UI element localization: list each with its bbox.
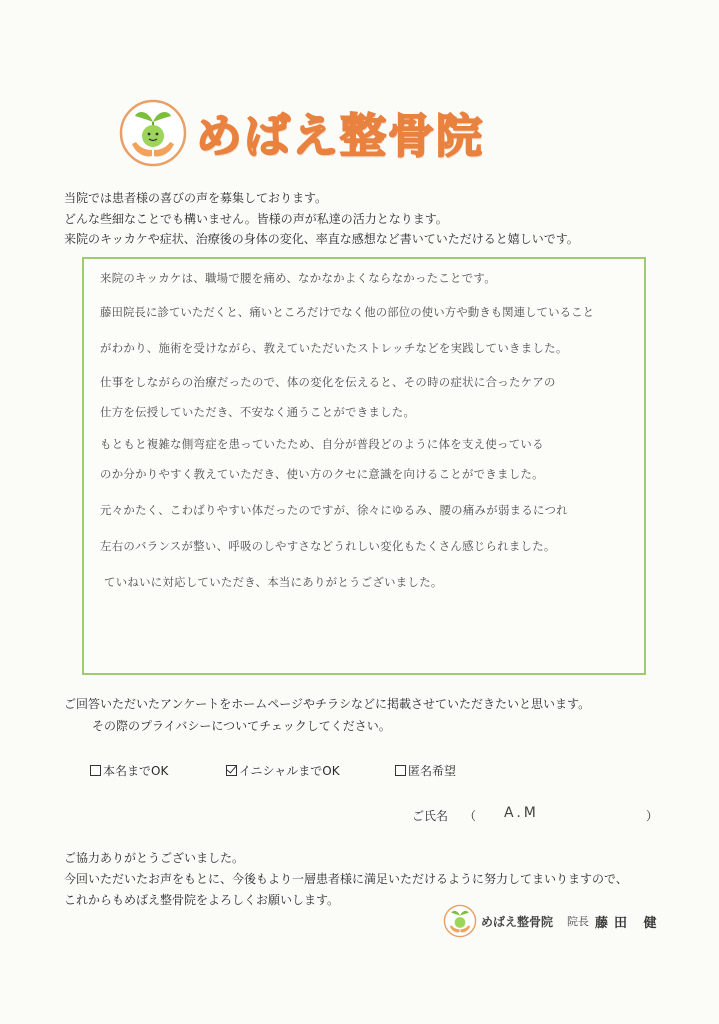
sprout-hands-icon: [118, 98, 188, 168]
sprout-hands-icon: [443, 904, 477, 938]
intro-line: 当院では患者様の喜びの声を募集しております。: [64, 191, 328, 205]
intro-text: [64, 188, 579, 250]
name-field: [412, 803, 672, 829]
testimonial-line: ていねいに対応していただき、本当にありがとうございました。: [104, 575, 443, 589]
consent-text: [64, 693, 590, 737]
closing-line: 今回いただいたお声をもとに、今後もより一層患者様に満足いただけるように努力してまいりますので、: [64, 872, 628, 886]
testimonial-line: がわかり、施術を受けながら、教えていただいたストレッチなどを実践していきました。: [100, 341, 568, 355]
clinic-logo: [118, 96, 484, 170]
testimonial-line: 左右のバランスが整い、呼吸のしやすさなどうれしい変化もたくさん感じられました。: [100, 539, 556, 553]
option-label: イニシャルまでOK: [239, 764, 340, 778]
name-label: ご氏名: [412, 809, 449, 823]
consent-line: その際のプライバシーについてチェックしてください。: [92, 719, 391, 733]
name-paren-close: ）: [646, 809, 659, 823]
signature-name: 藤田 健: [595, 915, 663, 931]
intro-line: 来院のキッカケや症状、治療後の身体の変化、率直な感想など書いていただけると嬉しいです。: [64, 232, 579, 246]
closing-line: これからもめばえ整骨院をよろしくお願いします。: [64, 893, 340, 907]
clinic-logo-text: めばえ整骨院: [196, 109, 484, 163]
option-real-name[interactable]: [90, 762, 168, 779]
signature-clinic: めばえ整骨院: [481, 914, 554, 929]
intro-line: どんな些細なことでも構いません。皆様の声が私達の活力となります。: [64, 211, 448, 226]
testimonial-line: 藤田院長に診ていただくと、痛いところだけでなく他の部位の使い方や動きも関連していること: [100, 305, 595, 319]
consent-line: ご回答いただいたアンケートをホームページやチラシなどに掲載させていただきたいと思います。: [64, 697, 591, 711]
testimonial-line: 来院のキッカケは、職場で腰を痛め、なかなかよくならなかったことです。: [100, 271, 496, 285]
testimonial-line: 仕方を伝授していただき、不安なく通うことができました。: [100, 405, 416, 419]
option-anonymous[interactable]: [395, 762, 456, 779]
option-initials[interactable]: [226, 762, 340, 779]
name-value[interactable]: A.M: [504, 805, 539, 821]
checkbox-anonymous[interactable]: [395, 765, 406, 776]
signature-title: 院長: [567, 915, 590, 928]
closing-line: ご協力ありがとうございました。: [64, 851, 245, 865]
checkbox-initials[interactable]: [226, 765, 237, 776]
testimonial-line: のか分かりやすく教えていただき、使い方のクセに意識を向けることができました。: [100, 467, 544, 481]
testimonial-line: 元々かたく、こわばりやすい体だったのですが、徐々にゆるみ、腰の痛みが弱まるにつれ: [100, 503, 568, 517]
checkbox-real-name[interactable]: [90, 765, 101, 776]
testimonial-line: もともと複雑な側弯症を患っていたため、自分が普段どのように体を支え使っている: [100, 437, 544, 451]
option-label: 本名までOK: [103, 764, 169, 778]
name-paren-open: （: [464, 809, 477, 823]
testimonial-line: 仕事をしながらの治療だったので、体の変化を伝えると、その時の症状に合ったケアの: [100, 375, 556, 389]
signature: [443, 902, 663, 940]
option-label: 匿名希望: [408, 764, 457, 778]
